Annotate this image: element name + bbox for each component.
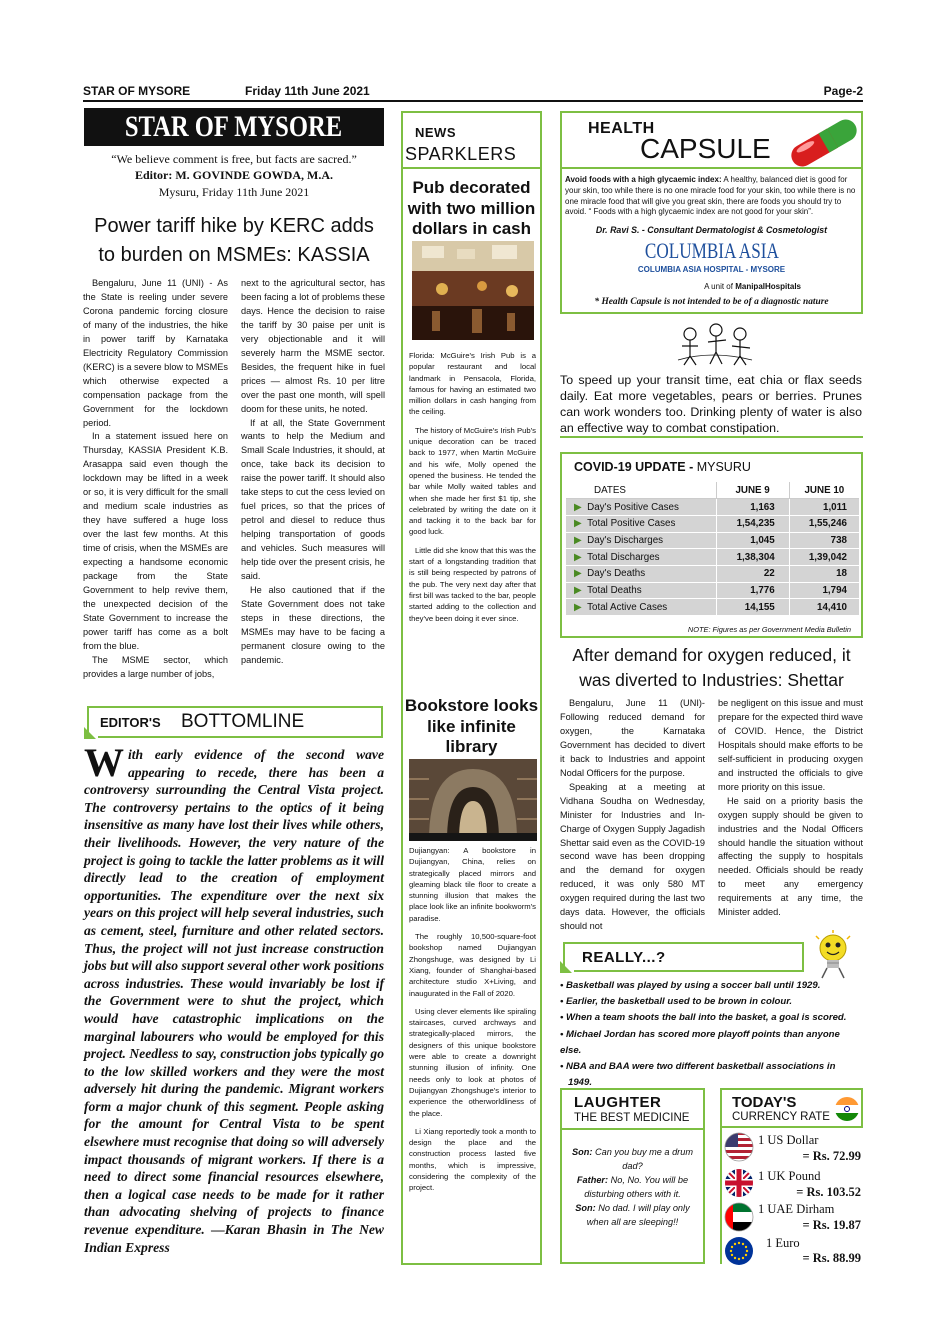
capsule-pill-icon	[784, 115, 864, 169]
currency-rate: = Rs. 72.99	[802, 1149, 861, 1163]
pub-photo-graphic	[412, 241, 534, 340]
oxygen-column-2	[718, 697, 863, 920]
pub-paragraph: The history of McGuire's Irish Pub's unique decoration can be traced back to 1977, when Martin McGuire and his wife, Molly opened the opened the business. He tended the bar while Molly waited tables and when she made her first $1 tip, she celebrated by writing the date on it and tacking it to the back bar for good luck.	[409, 425, 536, 537]
covid-value: 1,045	[716, 532, 789, 549]
bookstore-paragraph: Using clever elements like spiraling staircases, curved archways and strategically-placed mirrors, the designers of this unique bookstore were able to create a downright stunning illusion of infinity. One needs only to look at photos of Dujiangyan Zhongshuge's interior to experience the otherworldliness of the place.	[409, 1006, 536, 1118]
covid-header-cell: JUNE 10	[789, 482, 859, 499]
health-tip-text: A healthy, balanced diet is good for your skin, too while there is no one miracle food for your skin, too while there is no one miracle food that will give you great skin, there are foods you should try to avoid. “ Foods with a high glycaemic index are not good for your skin”.	[565, 175, 856, 217]
covid-value: 738	[789, 532, 859, 549]
covid-title	[574, 460, 751, 474]
currency-divider	[720, 1128, 722, 1264]
oxygen-headline-line-1: After demand for oxygen reduced, it	[572, 645, 851, 665]
covid-title-bold: COVID-19 UPDATE -	[574, 460, 697, 474]
masthead-quote: “We believe comment is free, but facts are sacred.”	[111, 152, 357, 166]
lead-headline-line-1: Power tariff hike by KERC adds	[94, 215, 374, 237]
covid-value: 1,54,235	[716, 515, 789, 532]
editorial-text: ith early evidence of the second wave appearing to recede, there has been a controversy surrounding the Central Vista project. The controversy pertains to the optics of it being insensitive as many have lost their lives while others, their livelihoods. However, the very nature of the project is going to tackle the latter problems as it will directly lead to the creation of employment opportunities. The expenditure over the next six years on this project will help several industries, such as cement, steel, furniture and other related sectors. Thus, the project will not just increase construction jobs but will also support several other work positions across industries. These would invariably be lost if the Government were to shut the project, which would have catastrophic implications on the marginal labourers who would be employed for this project. Needless to say, construction jobs typically go to the low skilled workers and they were the most adversely hit during the pandemic. Migrant workers form a major chunk of this segment. People asking for the amount for Central Vista to be spent elsewhere must recognise that doing so will adversely impact thousands of migrant workers. If there is a need to direct some financial resources elsewhere, then a logical case needs to be made for it rather than advocating shelving of projects to finance revenue expenditure. —Karan Bhasin in The New Indian Express	[84, 747, 384, 1255]
bookstore-paragraph: The roughly 10,500-square-foot bookshop named Dujiangyan Zhongshuge, was designed by Li Xiang, founder of Shanghai-based architecture studio X+Living, and inaugurated in the Fall of 2020.	[409, 932, 536, 998]
editorial-dropcap: W	[84, 740, 124, 785]
joke-text: No, No. You will be disturbing others with it.	[584, 1174, 689, 1199]
masthead-title-text: STAR OF MYSORE	[125, 110, 343, 143]
oxygen-headline	[560, 643, 863, 693]
currency-label: CURRENCY RATE	[732, 1111, 830, 1123]
really-label-box	[560, 941, 805, 973]
eu-flag-icon	[724, 1236, 754, 1266]
pub-story	[409, 350, 536, 631]
covid-row-label: Day's Positive Cases	[587, 501, 679, 513]
currency-name: 1 Euro	[766, 1236, 800, 1250]
editorial-label: BOTTOMLINE	[181, 711, 305, 732]
covid-value: 22	[716, 565, 789, 582]
health-capsule	[560, 111, 863, 314]
table-row	[566, 549, 859, 566]
sparklers-label: SPARKLERS	[405, 144, 517, 164]
bullet-arrow-icon: ▶	[574, 518, 582, 530]
masthead-dateline: Mysuru, Friday 11th June 2021	[158, 185, 310, 199]
uk-flag-icon	[724, 1168, 754, 1198]
currency-rate: = Rs. 103.52	[796, 1185, 861, 1199]
health-tip	[565, 175, 860, 218]
currency-name: 1 UAE Dirham	[758, 1202, 835, 1216]
joke-speaker: Son:	[575, 1202, 596, 1213]
masthead-editor: Editor: M. GOVINDE GOWDA, M.A.	[135, 168, 333, 182]
covid-label-cell	[566, 599, 716, 616]
covid-note: NOTE: Figures as per Government Media Bulletin	[687, 625, 851, 634]
really-fact: NBA and BAA were two different basketball associations in 1949.	[566, 1061, 836, 1089]
currency-rate: = Rs. 88.99	[802, 1251, 861, 1265]
bookstore-headline: Bookstore looks like infinite library	[404, 696, 539, 756]
covid-value: 1,163	[716, 499, 789, 516]
really-fact: Michael Jordan has scored more playoff points than anyone else.	[560, 1028, 840, 1056]
news-sparklers-column	[401, 111, 542, 1265]
covid-row-label: Day's Discharges	[587, 534, 664, 546]
oxygen-paragraph: be negligent on this issue and must prepare for the expected third wave of COVID. Hence, the District Hospitals should make efforts to be self-sufficient in producing oxygen and instructed the officials to give more priority on this issue.	[718, 698, 863, 792]
covid-row-label: Total Deaths	[587, 584, 642, 596]
bullet-arrow-icon: ▶	[574, 534, 582, 546]
table-row	[566, 499, 859, 516]
covid-table-header	[566, 482, 859, 499]
health-doctor: Dr. Ravi S. - Consultant Dermatologist & Cosmetologist	[595, 225, 828, 235]
covid-update-box	[560, 452, 863, 638]
table-row	[566, 515, 859, 532]
laughter-label-bold: LAUGHTER	[574, 1094, 662, 1111]
joke-line	[566, 1146, 699, 1174]
oxygen-paragraph: He said on a priority basis the oxygen supply should be given to industries and the Nodal Officers should handle the situation without affecting the supply to hospitals needed. Officials should be ready to meet any emergency requirements at any time, the Minister added.	[718, 795, 863, 918]
oxygen-paragraph: Speaking at a meeting at Vidhana Soudha on Wednesday, Minister for Industries and In-Charge of Oxygen Supply Jagadish Shettar said even as the COVID-19 second wave has been dropping and the demand for oxygen reduced, it was only 580 MT oxygen required during the last two days data. However, the officials should not	[560, 781, 705, 932]
list-item: • Basketball was played by using a soccer ball until 1929.	[560, 980, 821, 991]
lead-paragraph: In a statement issued here on Thursday, KASSIA President K.B. Arasappa said even though the lockdown may be lifted in a week or so, it is very difficult for the small and medium scale industries as they have suffered a huge loss over the last few months. At this time of crisis, when the MSMEs are expecting a handsome economic package from the State Government to help revive them, the unexpected decision of the State Government to increase the power tariff has come as a bolt from the blue.	[83, 431, 228, 651]
health-tip-title: Avoid foods with a high glycaemic index:	[565, 175, 722, 184]
hospital-unit-prefix: A unit of	[704, 282, 736, 291]
pub-paragraph: Little did she know that this was the start of a longstanding tradition that is still being respected by patrons of the pub. The very next day after that first bill was tacked to the bar, people started adding to the collection and they've been doing it ever since.	[409, 545, 536, 623]
laughter-box	[560, 1088, 705, 1264]
covid-value: 1,776	[716, 582, 789, 599]
list-item: • When a team shoots the ball into the basket, a goal is scored.	[560, 1012, 847, 1024]
health-label-box	[562, 113, 861, 169]
page-header	[83, 82, 863, 102]
joke-line	[566, 1174, 699, 1202]
table-row	[566, 565, 859, 582]
lead-paragraph: Bengaluru, June 11 (UNI) - As the State is reeling under severe Corona pandemic forcing closure of many of the industries, the hike in power tariff by Karnataka Electricity Regulatory Commission (KERC) is a severe blow to MSMEs which otherwise expected a compensation package from the Government for the lockdown period.	[83, 278, 228, 428]
pub-paragraph: Florida: McGuire's Irish Pub is a popular restaurant and local landmark in Pensacola, Florida, famous for having an estimated two million dollars in cash hanging from the ceiling.	[409, 351, 536, 417]
health-cartoon-illustration	[672, 320, 754, 366]
pub-headline: Pub decorated with two million dollars in cash	[407, 178, 536, 238]
table-row	[566, 532, 859, 549]
lead-column-2	[241, 277, 385, 668]
currency-name: 1 UK Pound	[758, 1169, 821, 1183]
covid-header-cell: DATES	[566, 482, 716, 499]
bullet-arrow-icon: ▶	[574, 501, 582, 513]
header-page-number: Page-2	[823, 84, 863, 98]
bookstore-story	[409, 845, 536, 1201]
hospital-logo-text: COLUMBIA ASIA	[644, 238, 779, 263]
bookstore-paragraph: Dujiangyan: A bookstore in Dujiangyan, China, relies on strategically placed mirrors and gleaming black tile floor to create a stunning illusion that makes the place look like an infinite bookworm's paradise.	[409, 846, 536, 923]
lead-paragraph: If at all, the State Government wants to help the Medium and Small Scale Industries, it should, at once, take back its decision to raise the power tariff. It should also take steps to cut the cess levied on fuel prices, so that the prices of petrol and diesel to reduce thus helping transportation of goods and vehicles. Such measures will help tide over the present crisis, he said.	[241, 417, 385, 582]
really-fact: Earlier, the basketball used to be brown in colour.	[566, 996, 793, 1008]
really-fact: Basketball was played by using a soccer ball until 1929.	[566, 980, 821, 991]
covid-value: 1,39,042	[789, 549, 859, 566]
currency-rate: = Rs. 19.87	[802, 1218, 861, 1232]
header-paper-name: STAR OF MYSORE	[83, 84, 191, 98]
covid-title-city: MYSURU	[696, 460, 751, 474]
lead-paragraph: He also cautioned that if the State Government does not take steps in these directions, the MSMEs may have to be facing a permanent closure owing to the pandemic.	[241, 584, 385, 665]
pub-photo	[412, 241, 534, 340]
sparklers-label-box	[403, 113, 540, 169]
joke-text: No dad. I will play only when all are sleeping!!	[586, 1202, 690, 1227]
bullet-arrow-icon: ▶	[574, 584, 582, 596]
bookstore-photo-graphic	[409, 759, 537, 841]
hospital-name: COLUMBIA ASIA HOSPITAL - MYSORE	[637, 265, 786, 274]
covid-row-label: Total Active Cases	[587, 601, 668, 613]
health-label-bold: HEALTH	[588, 120, 655, 137]
hospital-unit	[704, 282, 801, 291]
covid-label-cell	[566, 532, 716, 549]
covid-header-cell: JUNE 9	[716, 482, 789, 499]
currency-name: 1 US Dollar	[758, 1133, 819, 1147]
covid-value: 1,011	[789, 499, 859, 516]
bullet-arrow-icon: ▶	[574, 568, 582, 580]
covid-row-label: Total Positive Cases	[587, 518, 676, 530]
laughter-joke	[566, 1146, 699, 1229]
covid-value: 1,38,304	[716, 549, 789, 566]
laughter-label: THE BEST MEDICINE	[574, 1112, 690, 1124]
joke-speaker: Son:	[571, 1147, 593, 1157]
covid-label-cell	[566, 549, 716, 566]
oxygen-headline-line-2: was diverted to Industries: Shettar	[579, 670, 844, 690]
covid-value: 1,794	[789, 582, 859, 599]
bookstore-photo	[409, 759, 537, 841]
oxygen-paragraph: Bengaluru, June 11 (UNI)- Following reduced demand for oxygen, the Karnataka Government has decided to divert it back to Industries and appoint Nodal Officers for the purpose.	[560, 698, 705, 778]
lead-headline	[84, 212, 384, 270]
covid-value: 14,410	[789, 599, 859, 616]
editorial-body	[84, 740, 384, 1256]
joke-speaker: Father:	[576, 1174, 609, 1185]
really-fact: When a team shoots the ball into the basket, a goal is scored.	[566, 1012, 847, 1024]
really-label: REALLY...?	[582, 949, 666, 966]
table-row	[566, 582, 859, 599]
lead-headline-line-2: to burden on MSMEs: KASSIA	[98, 244, 370, 266]
covid-row-label: Total Discharges	[587, 551, 660, 563]
table-row	[566, 599, 859, 616]
oxygen-column-1	[560, 697, 705, 934]
list-item: • Michael Jordan has scored more playoff points than anyone else.	[560, 1028, 840, 1056]
covid-row-label: Day's Deaths	[587, 568, 646, 580]
joke-text: Can you buy me a drum dad?	[592, 1147, 694, 1171]
section-rule	[560, 436, 863, 438]
currency-label-bold: TODAY'S	[732, 1094, 797, 1111]
us-flag-icon	[724, 1132, 754, 1162]
bullet-arrow-icon: ▶	[574, 601, 582, 613]
hospital-unit-name: ManipalHospitals	[735, 282, 801, 291]
editorial-label-box	[84, 705, 384, 739]
header-date: Friday 11th June 2021	[245, 84, 370, 98]
india-flag-icon	[834, 1096, 860, 1122]
editorial-label-bold: EDITOR'S	[100, 715, 161, 730]
hospital-logo	[562, 238, 861, 264]
list-item: • Earlier, the basketball used to be brown in colour.	[560, 996, 793, 1008]
covid-table	[566, 482, 859, 616]
lead-paragraph: next to the agricultural sector, has been facing a lot of problems these days. Hence the decision to raise the tariff by 30 paise per unit is very objectionable and it will severely harm the MSME sector. Besides, the frequent hike in fuel prices — almost Rs. 10 per litre over the past one month, will spell doom for these units, he noted.	[241, 278, 385, 414]
covid-value: 18	[789, 565, 859, 582]
joke-line	[566, 1202, 699, 1230]
laughter-label-box	[562, 1090, 703, 1130]
covid-label-cell	[566, 565, 716, 582]
health-disclaimer: * Health Capsule is not intended to be of a diagnostic nature	[594, 297, 829, 307]
masthead-title	[84, 108, 384, 146]
covid-label-cell	[566, 499, 716, 516]
list-item: • NBA and BAA were two different basketball associations in 1949.	[560, 1061, 836, 1089]
health-label: CAPSULE	[640, 133, 771, 164]
really-list	[560, 978, 862, 1091]
lead-column-1	[83, 277, 228, 682]
currency-label-box	[720, 1088, 863, 1128]
covid-value: 14,155	[716, 599, 789, 616]
covid-label-cell	[566, 515, 716, 532]
covid-value: 1,55,246	[789, 515, 859, 532]
covid-label-cell	[566, 582, 716, 599]
health-transit-tip: To speed up your transit time, eat chia or flax seeds daily. Eat more vegetables, pears or berries. Prunes can work wonders too. Drinking plenty of water is also an effective way to combat constipation.	[560, 373, 862, 435]
bookstore-paragraph: Li Xiang reportedly took a month to design the place and the construction process lasted five months, which is impressive, considering the complexity of the project.	[409, 1126, 536, 1193]
sparklers-label-bold: NEWS	[415, 125, 456, 140]
lead-paragraph: The MSME sector, which provides a large number of jobs,	[83, 654, 228, 679]
lightbulb-icon	[812, 930, 854, 980]
bullet-arrow-icon: ▶	[574, 551, 582, 563]
uae-flag-icon	[724, 1202, 754, 1232]
